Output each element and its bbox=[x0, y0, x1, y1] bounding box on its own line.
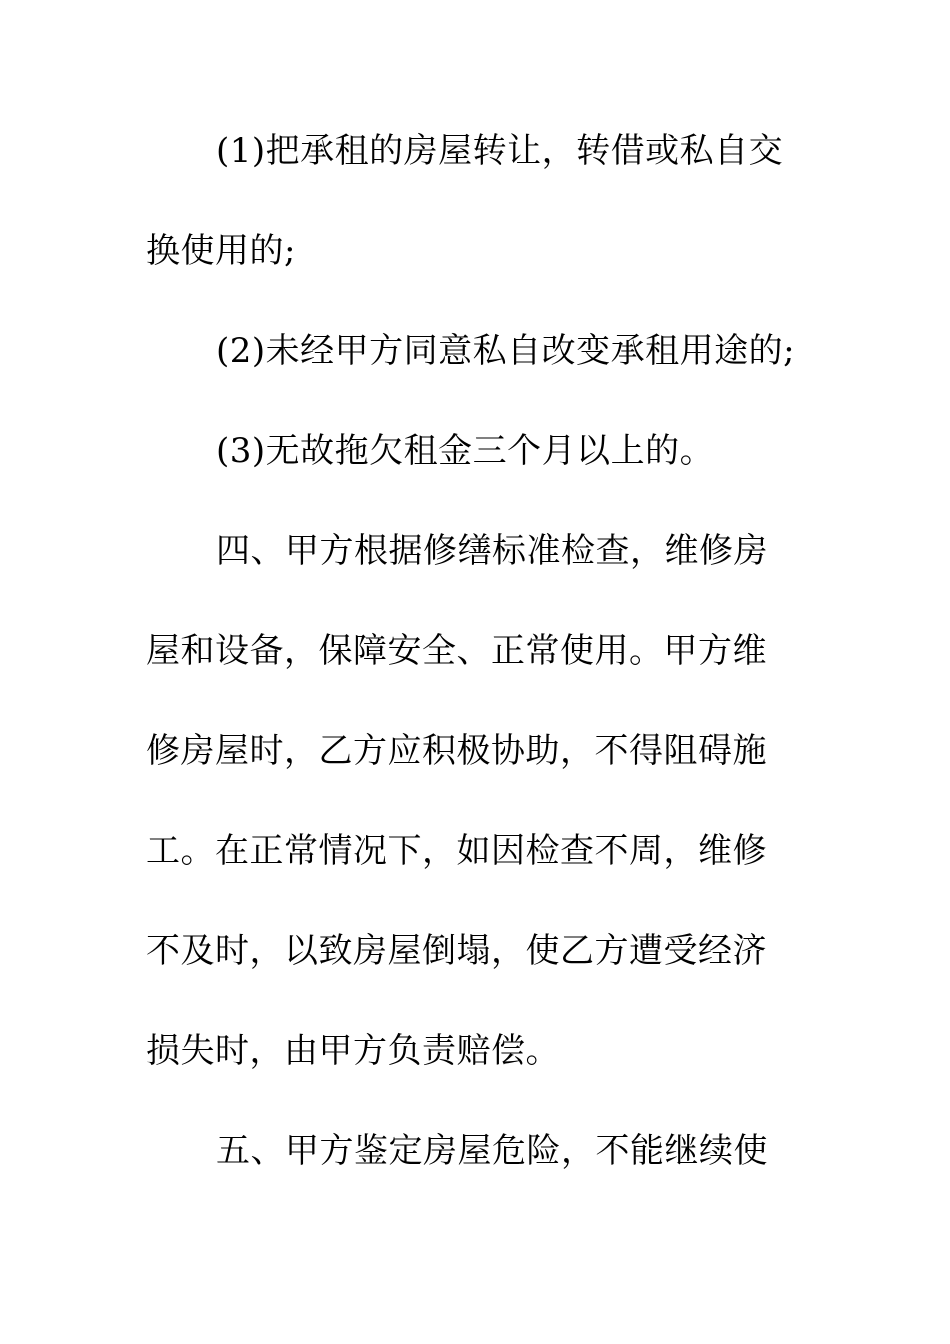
clause-3-line: (3)无故拖欠租金三个月以上的。 bbox=[216, 431, 715, 471]
clause-1-line-2: 换使用的; bbox=[146, 231, 296, 271]
clause-2-line: (2)未经甲方同意私自改变承租用途的; bbox=[216, 331, 796, 371]
section-4-line-4: 工。在正常情况下，如因检查不周，维修 bbox=[146, 831, 767, 871]
section-4-line-5: 不及时，以致房屋倒塌，使乙方遭受经济 bbox=[146, 931, 767, 971]
clause-1-line-1: (1)把承租的房屋转让，转借或私自交 bbox=[216, 131, 784, 171]
section-4-line-6: 损失时，由甲方负责赔偿。 bbox=[146, 1031, 560, 1071]
section-4-line-1: 四、甲方根据修缮标准检查，维修房 bbox=[216, 531, 768, 571]
section-4-line-3: 修房屋时，乙方应积极协助，不得阻碍施 bbox=[146, 731, 767, 771]
section-5-line-1: 五、甲方鉴定房屋危险，不能继续使 bbox=[216, 1131, 768, 1171]
section-4-line-2: 屋和设备，保障安全、正常使用。甲方维 bbox=[146, 631, 767, 671]
